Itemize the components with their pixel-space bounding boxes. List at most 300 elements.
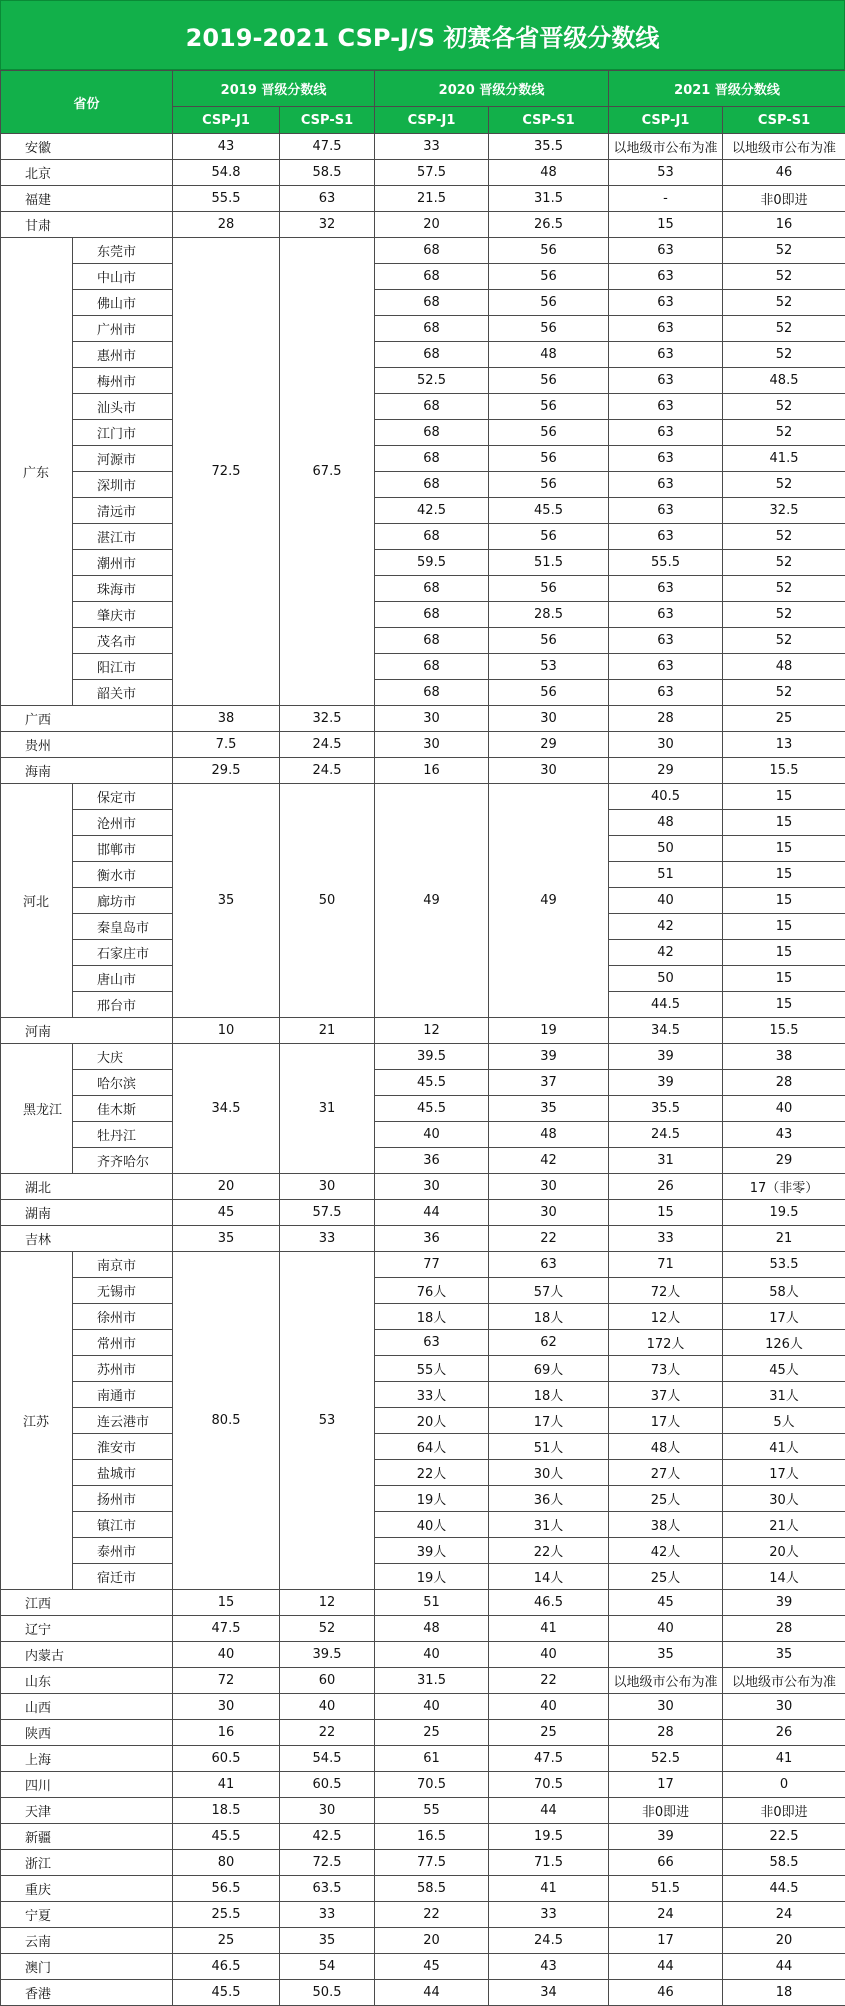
score-cell: 24.5 (280, 732, 375, 758)
table-row (1, 186, 845, 212)
province-cell: 贵州 (1, 732, 173, 758)
score-cell: 20人 (375, 1408, 489, 1434)
score-cell: 29 (489, 732, 609, 758)
score-cell: 172人 (609, 1330, 723, 1356)
city-cell: 河源市 (73, 446, 173, 472)
score-cell: 68 (375, 290, 489, 316)
score-cell: 77.5 (375, 1850, 489, 1876)
table-row (1, 1590, 845, 1616)
score-cell: 58人 (723, 1278, 845, 1304)
score-cell: 52 (723, 342, 845, 368)
score-cell: 40 (375, 1122, 489, 1148)
city-cell: 保定市 (73, 784, 173, 810)
score-cell: 21.5 (375, 186, 489, 212)
city-cell: 扬州市 (73, 1486, 173, 1512)
score-cell: 47.5 (173, 1616, 280, 1642)
city-cell: 梅州市 (73, 368, 173, 394)
province-cell: 福建 (1, 186, 173, 212)
score-cell: 31.5 (489, 186, 609, 212)
table-row (1, 1460, 845, 1486)
score-cell: 19.5 (489, 1824, 609, 1850)
score-cell: 63 (280, 186, 375, 212)
score-cell: 68 (375, 654, 489, 680)
score-cell: 52 (723, 602, 845, 628)
score-cell: 45.5 (489, 498, 609, 524)
score-cell: 28 (723, 1070, 845, 1096)
province-cell: 新疆 (1, 1824, 173, 1850)
score-cell: 46.5 (173, 1954, 280, 1980)
score-cell: 63 (609, 238, 723, 264)
score-cell: 71 (609, 1252, 723, 1278)
score-cell: 39.5 (375, 1044, 489, 1070)
score-cell: 39.5 (280, 1642, 375, 1668)
score-cell: 24 (723, 1902, 845, 1928)
table-row (1, 1226, 845, 1252)
city-cell: 镇江市 (73, 1512, 173, 1538)
table-row (1, 1798, 845, 1824)
score-cell: 25.5 (173, 1902, 280, 1928)
score-cell: 12人 (609, 1304, 723, 1330)
city-cell: 邢台市 (73, 992, 173, 1018)
score-cell: 22 (489, 1668, 609, 1694)
score-cell: 41 (173, 1772, 280, 1798)
score-cell: 67.5 (280, 238, 375, 706)
score-cell: 21 (723, 1226, 845, 1252)
score-cell: 13 (723, 732, 845, 758)
score-cell: 40 (375, 1694, 489, 1720)
score-cell: 52 (723, 316, 845, 342)
table-row (1, 732, 845, 758)
score-cell: 126人 (723, 1330, 845, 1356)
score-cell: 34 (489, 1980, 609, 2006)
city-cell: 苏州市 (73, 1356, 173, 1382)
score-cell: 56 (489, 472, 609, 498)
score-cell: 30 (375, 706, 489, 732)
score-cell: 15 (609, 1200, 723, 1226)
score-cell: 35 (723, 1642, 845, 1668)
city-cell: 沧州市 (73, 810, 173, 836)
score-cell: 52.5 (609, 1746, 723, 1772)
score-cell: 48 (375, 1616, 489, 1642)
score-cell: 56 (489, 680, 609, 706)
score-cell: 52 (723, 394, 845, 420)
score-cell: 33 (489, 1902, 609, 1928)
score-cell: 22 (280, 1720, 375, 1746)
score-cell: 16.5 (375, 1824, 489, 1850)
score-cell: 48 (609, 810, 723, 836)
table-row (1, 160, 845, 186)
table-row (1, 316, 845, 342)
score-cell: - (609, 186, 723, 212)
score-cell: 52 (723, 238, 845, 264)
score-cell: 69人 (489, 1356, 609, 1382)
score-cell: 51 (375, 1590, 489, 1616)
city-cell: 泰州市 (73, 1538, 173, 1564)
table-row (1, 420, 845, 446)
province-cell: 澳门 (1, 1954, 173, 1980)
sub-header: CSP-S1 (280, 107, 375, 134)
score-cell: 28.5 (489, 602, 609, 628)
score-cell: 41人 (723, 1434, 845, 1460)
score-cell: 15 (173, 1590, 280, 1616)
score-cell: 非0即进 (723, 1798, 845, 1824)
score-cell: 40 (723, 1096, 845, 1122)
table-row (1, 758, 845, 784)
score-cell: 17人 (723, 1304, 845, 1330)
score-cell: 22 (375, 1902, 489, 1928)
province-cell: 重庆 (1, 1876, 173, 1902)
score-cell: 31人 (723, 1382, 845, 1408)
score-cell: 16 (173, 1720, 280, 1746)
score-cell: 63 (609, 420, 723, 446)
score-cell: 53 (280, 1252, 375, 1590)
score-cell: 68 (375, 472, 489, 498)
score-cell: 32 (280, 212, 375, 238)
province-cell: 内蒙古 (1, 1642, 173, 1668)
score-cell: 19人 (375, 1486, 489, 1512)
score-cell: 48 (489, 1122, 609, 1148)
province-cell: 北京 (1, 160, 173, 186)
score-cell: 63 (609, 524, 723, 550)
score-cell: 30 (489, 1174, 609, 1200)
score-cell: 60 (280, 1668, 375, 1694)
city-cell: 盐城市 (73, 1460, 173, 1486)
score-cell: 15 (723, 862, 845, 888)
table-row (1, 264, 845, 290)
city-cell: 秦皇岛市 (73, 914, 173, 940)
score-cell: 52 (723, 524, 845, 550)
score-cell: 63 (489, 1252, 609, 1278)
score-cell: 52 (723, 680, 845, 706)
city-cell: 牡丹江 (73, 1122, 173, 1148)
score-cell: 68 (375, 524, 489, 550)
score-cell: 26.5 (489, 212, 609, 238)
score-cell: 63 (609, 576, 723, 602)
score-cell: 18人 (375, 1304, 489, 1330)
score-cell: 28 (609, 1720, 723, 1746)
city-cell: 哈尔滨 (73, 1070, 173, 1096)
score-cell: 48.5 (723, 368, 845, 394)
score-cell: 35 (489, 1096, 609, 1122)
table-row (1, 1304, 845, 1330)
table-row (1, 602, 845, 628)
score-cell: 55.5 (609, 550, 723, 576)
score-cell: 17 (609, 1772, 723, 1798)
score-cell: 15 (723, 888, 845, 914)
score-cell: 64人 (375, 1434, 489, 1460)
score-cell: 0 (723, 1772, 845, 1798)
table-row (1, 1746, 845, 1772)
score-cell: 20 (375, 212, 489, 238)
score-cell: 46 (723, 160, 845, 186)
city-cell: 石家庄市 (73, 940, 173, 966)
province-header: 省份 (1, 71, 173, 134)
province-cell: 浙江 (1, 1850, 173, 1876)
score-cell: 44 (723, 1954, 845, 1980)
table-row (1, 1408, 845, 1434)
score-cell: 24.5 (609, 1122, 723, 1148)
sub-header: CSP-J1 (173, 107, 280, 134)
score-cell: 68 (375, 316, 489, 342)
score-cell: 39人 (375, 1538, 489, 1564)
city-cell: 齐齐哈尔 (73, 1148, 173, 1174)
score-cell: 40 (173, 1642, 280, 1668)
score-cell: 71.5 (489, 1850, 609, 1876)
score-cell: 44 (375, 1980, 489, 2006)
city-cell: 茂名市 (73, 628, 173, 654)
score-cell: 46 (609, 1980, 723, 2006)
score-cell: 48人 (609, 1434, 723, 1460)
table-row (1, 1070, 845, 1096)
table-row (1, 1148, 845, 1174)
city-cell: 中山市 (73, 264, 173, 290)
score-cell: 56 (489, 238, 609, 264)
province-cell: 河南 (1, 1018, 173, 1044)
score-cell: 55人 (375, 1356, 489, 1382)
score-cell: 35 (280, 1928, 375, 1954)
score-table (0, 70, 845, 2006)
score-cell: 44 (489, 1798, 609, 1824)
score-cell: 25 (375, 1720, 489, 1746)
score-cell: 52 (723, 576, 845, 602)
table-row (1, 472, 845, 498)
score-cell: 52.5 (375, 368, 489, 394)
score-cell: 45 (375, 1954, 489, 1980)
score-cell: 26 (723, 1720, 845, 1746)
score-cell: 21人 (723, 1512, 845, 1538)
year-header-2020: 2020 晋级分数线 (375, 71, 609, 107)
table-row (1, 1850, 845, 1876)
table-row (1, 212, 845, 238)
score-cell: 28 (723, 1616, 845, 1642)
score-cell: 20 (375, 1928, 489, 1954)
score-cell: 63 (609, 680, 723, 706)
score-cell: 52 (723, 628, 845, 654)
table-row (1, 134, 845, 160)
score-cell: 73人 (609, 1356, 723, 1382)
score-cell: 16 (375, 758, 489, 784)
score-cell: 以地级市公布为准 (723, 1668, 845, 1694)
city-cell: 徐州市 (73, 1304, 173, 1330)
city-cell: 湛江市 (73, 524, 173, 550)
score-cell: 15 (723, 836, 845, 862)
score-cell: 25 (489, 1720, 609, 1746)
province-cell: 四川 (1, 1772, 173, 1798)
score-cell: 57人 (489, 1278, 609, 1304)
table-row (1, 1564, 845, 1590)
score-cell: 37人 (609, 1382, 723, 1408)
score-cell: 72.5 (173, 238, 280, 706)
score-cell: 33 (280, 1902, 375, 1928)
score-cell: 25 (723, 706, 845, 732)
city-cell: 江门市 (73, 420, 173, 446)
score-cell: 42.5 (280, 1824, 375, 1850)
score-cell: 48 (489, 160, 609, 186)
score-cell: 40 (609, 1616, 723, 1642)
score-cell: 以地级市公布为准 (723, 134, 845, 160)
score-cell: 38 (173, 706, 280, 732)
score-cell: 40 (609, 888, 723, 914)
score-cell: 72人 (609, 1278, 723, 1304)
province-cell: 山东 (1, 1668, 173, 1694)
score-cell: 63 (609, 602, 723, 628)
score-cell: 43 (489, 1954, 609, 1980)
score-cell: 63 (609, 342, 723, 368)
score-cell: 25 (173, 1928, 280, 1954)
city-cell: 阳江市 (73, 654, 173, 680)
score-cell: 22 (489, 1226, 609, 1252)
city-cell: 深圳市 (73, 472, 173, 498)
score-cell: 66 (609, 1850, 723, 1876)
score-cell: 22人 (489, 1538, 609, 1564)
score-cell: 非0即进 (723, 186, 845, 212)
table-row (1, 1720, 845, 1746)
score-cell: 42人 (609, 1538, 723, 1564)
table-row (1, 1980, 845, 2006)
score-cell: 18人 (489, 1304, 609, 1330)
score-cell: 48 (723, 654, 845, 680)
score-cell: 35.5 (609, 1096, 723, 1122)
score-cell: 29.5 (173, 758, 280, 784)
score-cell: 14人 (489, 1564, 609, 1590)
score-cell: 63 (609, 394, 723, 420)
score-cell: 26 (609, 1174, 723, 1200)
table-row (1, 1382, 845, 1408)
score-cell: 32.5 (280, 706, 375, 732)
score-cell: 33 (280, 1226, 375, 1252)
city-cell: 大庆 (73, 1044, 173, 1070)
score-cell: 70.5 (489, 1772, 609, 1798)
score-cell: 68 (375, 446, 489, 472)
score-cell: 非0即进 (609, 1798, 723, 1824)
score-cell: 49 (489, 784, 609, 1018)
table-row (1, 706, 845, 732)
score-cell: 33人 (375, 1382, 489, 1408)
score-cell: 50 (609, 836, 723, 862)
province-cell: 海南 (1, 758, 173, 784)
city-cell: 清远市 (73, 498, 173, 524)
city-cell: 廊坊市 (73, 888, 173, 914)
score-cell: 47.5 (489, 1746, 609, 1772)
score-cell: 40.5 (609, 784, 723, 810)
score-cell: 40 (280, 1694, 375, 1720)
score-cell: 24.5 (489, 1928, 609, 1954)
score-cell: 42 (609, 940, 723, 966)
score-cell: 58.5 (723, 1850, 845, 1876)
year-header-2021: 2021 晋级分数线 (609, 71, 845, 107)
table-row (1, 1200, 845, 1226)
score-cell: 17 (609, 1928, 723, 1954)
sub-header: CSP-J1 (375, 107, 489, 134)
table-row (1, 1096, 845, 1122)
score-cell: 52 (723, 550, 845, 576)
score-cell: 40人 (375, 1512, 489, 1538)
score-cell: 30 (489, 1200, 609, 1226)
score-cell: 15 (723, 940, 845, 966)
score-cell: 56.5 (173, 1876, 280, 1902)
score-cell: 31人 (489, 1512, 609, 1538)
score-cell: 56 (489, 264, 609, 290)
table-row (1, 498, 845, 524)
score-cell: 7.5 (173, 732, 280, 758)
score-cell: 54.8 (173, 160, 280, 186)
score-cell: 30人 (489, 1460, 609, 1486)
city-cell: 唐山市 (73, 966, 173, 992)
score-cell: 17人 (489, 1408, 609, 1434)
score-cell: 45.5 (375, 1070, 489, 1096)
score-cell: 56 (489, 576, 609, 602)
city-cell: 宿迁市 (73, 1564, 173, 1590)
city-cell: 常州市 (73, 1330, 173, 1356)
score-cell: 19.5 (723, 1200, 845, 1226)
score-cell: 51人 (489, 1434, 609, 1460)
province-cell: 湖南 (1, 1200, 173, 1226)
score-cell: 56 (489, 316, 609, 342)
score-cell: 42 (489, 1148, 609, 1174)
table-row (1, 1486, 845, 1512)
province-cell: 天津 (1, 1798, 173, 1824)
sub-header: CSP-J1 (609, 107, 723, 134)
score-cell: 24 (609, 1902, 723, 1928)
city-cell: 无锡市 (73, 1278, 173, 1304)
province-cell: 江苏 (1, 1252, 73, 1590)
table-row (1, 1174, 845, 1200)
table-row (1, 368, 845, 394)
table-row (1, 1928, 845, 1954)
score-cell: 22.5 (723, 1824, 845, 1850)
score-cell: 34.5 (173, 1044, 280, 1174)
score-cell: 63 (609, 316, 723, 342)
score-cell: 30 (280, 1174, 375, 1200)
score-cell: 53 (609, 160, 723, 186)
table-row (1, 1668, 845, 1694)
score-cell: 24.5 (280, 758, 375, 784)
table-body (1, 134, 845, 2006)
score-cell: 15 (723, 992, 845, 1018)
table-row (1, 524, 845, 550)
score-cell: 46.5 (489, 1590, 609, 1616)
score-cell: 20 (173, 1174, 280, 1200)
table-row (1, 1772, 845, 1798)
table-row (1, 1824, 845, 1850)
score-cell: 72 (173, 1668, 280, 1694)
score-cell: 27人 (609, 1460, 723, 1486)
score-cell: 40 (489, 1642, 609, 1668)
score-cell: 20 (723, 1928, 845, 1954)
score-cell: 51.5 (609, 1876, 723, 1902)
table-row (1, 1616, 845, 1642)
score-cell: 30 (375, 1174, 489, 1200)
score-cell: 56 (489, 628, 609, 654)
city-cell: 东莞市 (73, 238, 173, 264)
score-cell: 15 (609, 212, 723, 238)
city-cell: 潮州市 (73, 550, 173, 576)
score-cell: 33 (375, 134, 489, 160)
score-cell: 18.5 (173, 1798, 280, 1824)
score-cell: 63 (609, 472, 723, 498)
score-cell: 30 (489, 706, 609, 732)
province-cell: 广东 (1, 238, 73, 706)
score-cell: 76人 (375, 1278, 489, 1304)
score-cell: 51.5 (489, 550, 609, 576)
province-cell: 香港 (1, 1980, 173, 2006)
score-cell: 60.5 (173, 1746, 280, 1772)
score-cell: 80 (173, 1850, 280, 1876)
score-cell: 68 (375, 238, 489, 264)
score-cell: 56 (489, 290, 609, 316)
score-cell: 42.5 (375, 498, 489, 524)
score-cell: 15.5 (723, 1018, 845, 1044)
